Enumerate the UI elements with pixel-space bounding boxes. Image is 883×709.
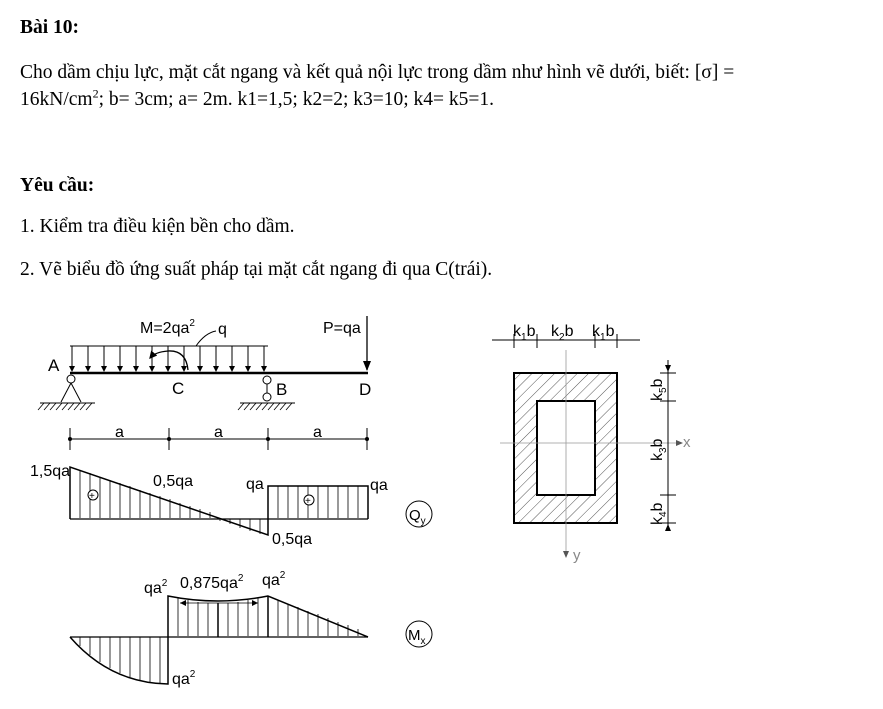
shear-diagram (30, 463, 432, 548)
svg-text:k1b: $k_1b$ (513, 323, 536, 343)
shear-label-mid: 0,5qa (153, 473, 194, 490)
moment-label: $M=2qa^2$ (140, 318, 195, 337)
top-dimension (492, 323, 640, 348)
shear-label-left: 1,5qa (30, 463, 71, 480)
shear-sign-bd (304, 495, 314, 507)
p-label: P=qa (323, 320, 361, 337)
shear-label-b-left: qa (246, 476, 264, 493)
span-label-bd: a (313, 424, 322, 441)
span-label-cb: a (214, 424, 223, 441)
svg-text:k4b: $k_4b$ (649, 502, 669, 525)
beam-diagram (38, 316, 371, 450)
svg-text:+: + (89, 491, 95, 502)
problem-statement-line1: Cho dầm chịu lực, mặt cắt ngang và kết quả nội lực trong dầm như hình vẽ dưới, biết: [σ] = (20, 62, 735, 83)
svg-text:Mx: $M_x$ (408, 627, 426, 647)
stress-unit-exponent: 2 (92, 86, 99, 101)
stress-unit: 16kN/cm (20, 89, 93, 110)
given-parameters: ; b= 3cm; a= 2m. k1=1,5; k2=2; k3=10; k4= k5=1. (98, 89, 495, 110)
shear-label-bottom: 0,5qa (272, 531, 313, 548)
span-label-ac: a (115, 424, 124, 441)
svg-text:+: + (305, 496, 311, 507)
moment-label-c-bottom: $qa^2$ (172, 669, 196, 688)
point-a-label: A (48, 356, 60, 375)
moment-label-b-top: $qa^2$ (262, 570, 286, 589)
requirement-item-1: 1. Kiểm tra điều kiện bền cho dầm. (20, 216, 295, 237)
svg-text:k5b: $k_5b$ (649, 378, 669, 401)
moment-hatching (80, 597, 358, 683)
cross-section (492, 323, 691, 564)
moment-label-c-top: $qa^2$ (144, 578, 168, 597)
svg-text:k1b: $k_1b$ (592, 323, 615, 343)
requirements-title: Yêu cầu: (20, 175, 95, 196)
point-c-label: C (172, 379, 185, 398)
svg-text:k3b: $k_3b$ (649, 438, 669, 461)
span-dimensions (68, 424, 369, 450)
point-load (323, 316, 371, 371)
shear-badge (406, 501, 432, 527)
point-b-label: B (276, 380, 288, 399)
moment-label-mid: $0,875qa^2$ (180, 573, 244, 592)
q-label: q (218, 321, 227, 338)
side-dimension (649, 360, 676, 531)
svg-text:k2b: $k_2b$ (551, 323, 574, 343)
requirement-item-2: 2. Vẽ biểu đồ ứng suất pháp tại mặt cắt ngang đi qua C(trái). (20, 259, 493, 280)
y-axis-label: y (573, 547, 581, 564)
x-axis-label: x (683, 434, 691, 451)
support-a (38, 375, 95, 410)
shear-label-right: qa (370, 477, 388, 494)
svg-text:Qy: $Q_y$ (409, 507, 426, 527)
point-d-label: D (359, 380, 372, 399)
problem-title: Bài 10: (20, 17, 80, 38)
moment-diagram (70, 570, 432, 688)
moment-badge (406, 621, 432, 647)
